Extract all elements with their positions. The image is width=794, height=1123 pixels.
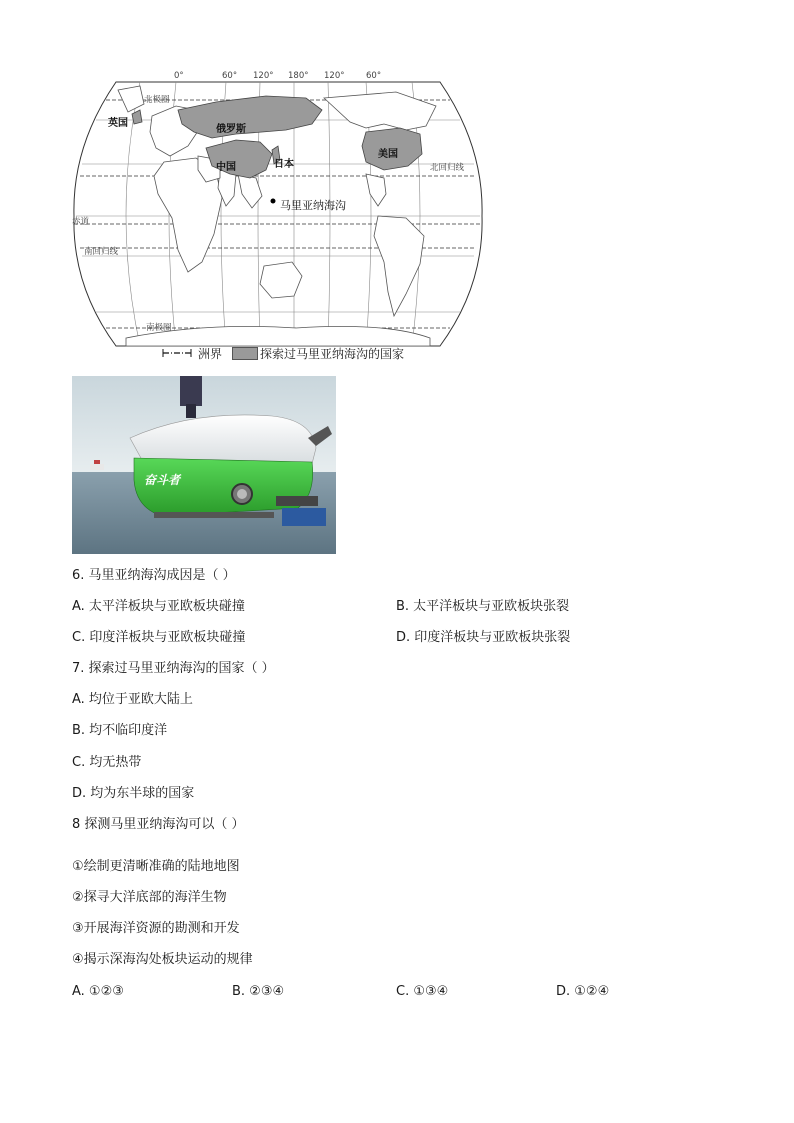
label-equator: 赤道 bbox=[72, 217, 90, 227]
label-arctic-circle: 北极圈 bbox=[144, 95, 170, 105]
legend-explored-label: 探索过马里亚纳海沟的国家 bbox=[260, 346, 405, 361]
q7-stem: 7. 探索过马里亚纳海沟的国家（ ） bbox=[72, 661, 275, 676]
mariana-trench-marker bbox=[271, 199, 276, 204]
label-japan: 日本 bbox=[274, 159, 294, 170]
q7-option-c[interactable]: C. 均无热带 bbox=[72, 755, 142, 770]
legend-boundary-label: 洲界 bbox=[198, 346, 223, 361]
label-china: 中国 bbox=[216, 162, 236, 173]
q8-item-4: ④揭示深海沟处板块运动的规律 bbox=[72, 952, 253, 967]
q6-stem: 6. 马里亚纳海沟成因是（ ） bbox=[72, 568, 236, 583]
q8-option-b[interactable]: B. ②③④ bbox=[232, 984, 285, 999]
landing-skid bbox=[154, 512, 274, 518]
submersible-name: 奋斗者 bbox=[144, 473, 181, 487]
map-legend bbox=[162, 344, 404, 362]
label-usa: 美国 bbox=[378, 149, 398, 160]
label-mariana-trench: 马里亚纳海沟 bbox=[280, 199, 346, 212]
q8-option-a[interactable]: A. ①②③ bbox=[72, 984, 124, 999]
q6-option-b[interactable]: B. 太平洋板块与亚欧板块张裂 bbox=[396, 599, 570, 614]
label-russia: 俄罗斯 bbox=[216, 124, 246, 135]
distant-ship-cabin bbox=[94, 460, 100, 464]
boundary-symbol-icon bbox=[162, 348, 192, 358]
q8-option-d[interactable]: D. ①②④ bbox=[556, 984, 610, 999]
submersible-illustration bbox=[72, 376, 336, 554]
q8-item-1: ①绘制更清晰准确的陆地地图 bbox=[72, 859, 240, 874]
lon-label-180: 180° bbox=[288, 71, 309, 81]
label-tropic-capricorn: 南回归线 bbox=[84, 247, 119, 257]
lon-label-120e: 120° bbox=[253, 71, 274, 81]
q8-item-2: ②探寻大洋底部的海洋生物 bbox=[72, 890, 227, 905]
q8-item-3: ③开展海洋资源的勘测和开发 bbox=[72, 921, 240, 936]
world-map-figure bbox=[66, 66, 490, 364]
q7-option-a[interactable]: A. 均位于亚欧大陆上 bbox=[72, 692, 193, 707]
distant-ship bbox=[90, 464, 104, 470]
submersible-photo bbox=[72, 376, 336, 554]
label-tropic-cancer: 北回归线 bbox=[430, 163, 465, 173]
q7-option-b[interactable]: B. 均不临印度洋 bbox=[72, 723, 168, 738]
lon-label-120w: 120° bbox=[324, 71, 345, 81]
q6-option-a[interactable]: A. 太平洋板块与亚欧板块碰撞 bbox=[72, 599, 245, 614]
sample-crates bbox=[282, 508, 326, 526]
porthole-glass bbox=[237, 489, 247, 499]
crane-hook bbox=[186, 404, 196, 418]
label-antarctic-circle: 南极圈 bbox=[146, 323, 172, 333]
lon-label-60w: 60° bbox=[366, 71, 382, 81]
q6-option-d[interactable]: D. 印度洋板块与亚欧板块张裂 bbox=[396, 630, 571, 645]
q6-option-c[interactable]: C. 印度洋板块与亚欧板块碰撞 bbox=[72, 630, 246, 645]
lon-label-0: 0° bbox=[174, 71, 184, 81]
q8-option-c[interactable]: C. ①③④ bbox=[396, 984, 449, 999]
lon-label-60e: 60° bbox=[222, 71, 238, 81]
world-map bbox=[66, 66, 490, 364]
manipulator-basket bbox=[276, 496, 318, 506]
q8-stem: 8 探测马里亚纳海沟可以（ ） bbox=[72, 817, 245, 832]
legend-explored-swatch bbox=[232, 347, 258, 360]
q7-option-d[interactable]: D. 均为东半球的国家 bbox=[72, 786, 195, 801]
crane-frame bbox=[180, 376, 202, 406]
label-uk: 英国 bbox=[108, 118, 128, 129]
submersible-hull bbox=[134, 458, 313, 516]
